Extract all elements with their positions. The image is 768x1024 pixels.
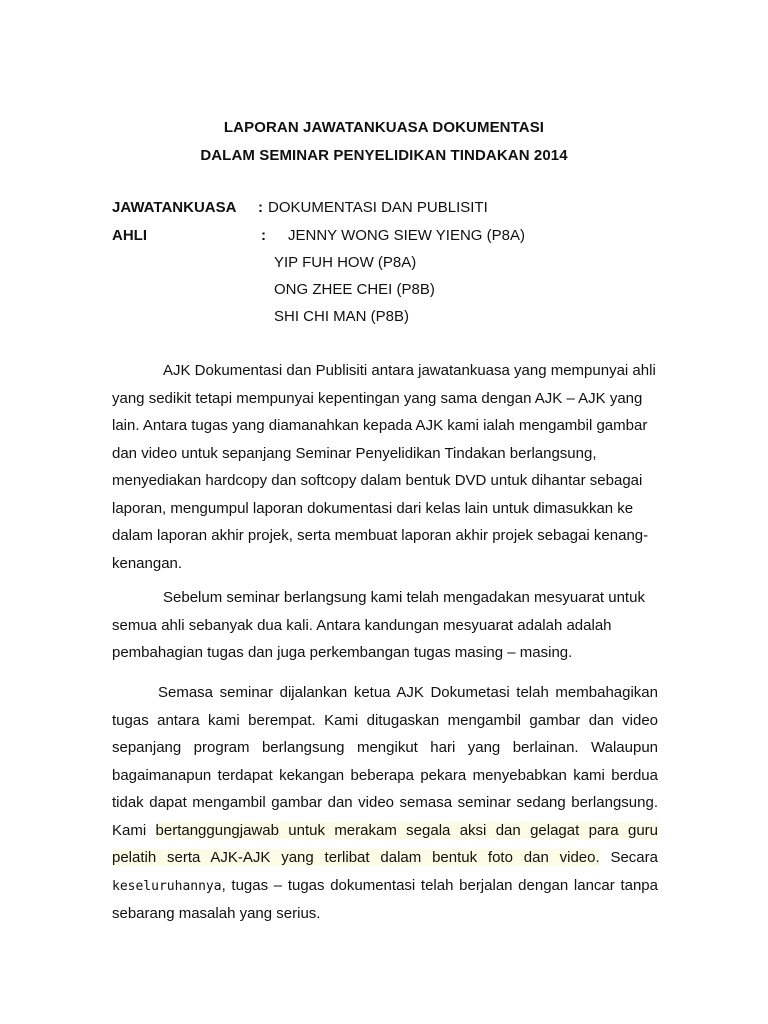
document-title-line-1: LAPORAN JAWATANKUASA DOKUMENTASI — [223, 119, 545, 136]
paragraph-2: Sebelum seminar berlangsung kami telah mengadakan mesyuarat untuk semua ahli sebanyak dua kali. Antara kandungan mesyuarat adalah adalah pembahagian tugas dan juga perkembangan tugas masing – masing. — [112, 589, 645, 661]
members-label: AHLI — [112, 227, 147, 244]
paragraph-3-text-a: Semasa seminar dijalankan ketua AJK Dokumetasi telah membahagikan tugas antara kami berempat. Kami ditugaskan mengambil gambar dan video sepanjang program berlangsung mengikut hari yang berlainan. Walaupun bagaimanapun terdapat kekangan beberapa pekara menyebabkan kami berdua tidak dapat mengambil gambar dan video semasa seminar sedang berlangsung. Kami — [112, 684, 658, 839]
member-name: ONG ZHEE CHEI (P8B) — [274, 281, 435, 298]
paragraph-3-text-b: Secara — [599, 849, 658, 866]
committee-value: DOKUMENTASI DAN PUBLISITI — [268, 199, 488, 216]
paragraph-3-mono-text: keseluruhannya — [112, 878, 222, 894]
member-name: JENNY WONG SIEW YIENG (P8A) — [288, 227, 525, 244]
committee-colon: : — [258, 199, 263, 216]
paragraph-3-highlighted-text: bertanggungjawab untuk merakam segala aksi dan gelagat para guru pelatih serta AJK-AJK yang terlibat dalam bentuk foto dan video. — [112, 821, 659, 866]
members-colon: : — [261, 227, 266, 244]
paragraph-3 — [112, 679, 658, 928]
paragraph-3-text-c: , tugas – tugas dokumentasi telah berjalan dengan lancar tanpa sebarang masalah yang serius. — [112, 876, 658, 922]
committee-label: JAWATANKUASA — [112, 199, 237, 216]
document-title-line-2: DALAM SEMINAR PENYELIDIKAN TINDAKAN 2014 — [200, 147, 568, 164]
paragraph-1: AJK Dokumentasi dan Publisiti antara jawatankuasa yang mempunyai ahli yang sedikit tetapi mempunyai kepentingan yang sama dengan AJK – AJK yang lain. Antara tugas yang diamanahkan kepada AJK kami ialah mengambil gambar dan video untuk sepanjang Seminar Penyelidikan Tindakan berlangsung, menyediakan hardcopy dan softcopy dalam bentuk DVD untuk dihantar sebagai laporan, mengumpul laporan dokumentasi dari kelas lain untuk dimasukkan ke dalam laporan akhir projek, serta membuat laporan akhir projek sebagai kenang-kenangan. — [112, 362, 656, 572]
member-name: SHI CHI MAN (P8B) — [274, 308, 410, 325]
member-name: YIP FUH HOW (P8A) — [274, 254, 417, 271]
